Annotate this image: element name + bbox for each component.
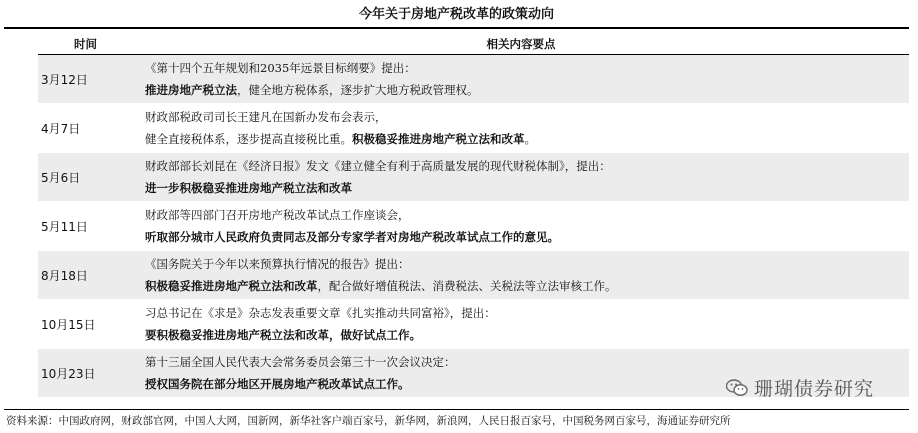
table-row xyxy=(38,55,909,104)
emphasis-text: 听取部分城市人民政府负责同志及部分专家学者对房地产税改革试点工作的意见。 xyxy=(145,230,559,244)
row-date: 10月15日 xyxy=(41,317,96,332)
header-content: 相关内容要点 xyxy=(486,37,556,51)
body-text: 第十三届全国人民代表大会常务委员会第三十一次会议决定： xyxy=(145,355,456,369)
emphasis-text: 积极稳妥推进房地产税立法和改革 xyxy=(352,132,525,146)
table-body xyxy=(38,55,909,398)
row-date: 4月7日 xyxy=(41,121,81,136)
content-line2 xyxy=(145,177,909,199)
table-title: 今年关于房地产税改革的政策动向 xyxy=(4,0,909,29)
emphasis-text: 积极稳妥推进房地产税立法和改革 xyxy=(145,279,318,293)
watermark xyxy=(726,374,874,401)
body-text: 《第十四个五年规划和2035年远景目标纲要》提出： xyxy=(145,61,416,75)
content-line2 xyxy=(145,226,909,248)
content-line2 xyxy=(145,79,909,101)
table-header xyxy=(38,35,909,55)
row-content xyxy=(145,153,909,201)
content-line2 xyxy=(145,128,909,150)
bottom-rule xyxy=(4,409,909,410)
table-row xyxy=(38,251,909,300)
row-date: 3月12日 xyxy=(41,72,88,87)
row-content xyxy=(145,104,909,152)
wechat-icon xyxy=(726,379,748,397)
body-text: 财政部部长刘昆在《经济日报》发文《建立健全有利于高质量发展的现代财税体制》，提出： xyxy=(145,159,611,173)
row-content xyxy=(145,202,909,250)
body-text: 健全直接税体系，逐步提高直接税比重。 xyxy=(145,132,352,146)
content-line1 xyxy=(145,204,909,226)
row-content xyxy=(145,300,909,348)
row-content xyxy=(145,55,909,103)
table-row xyxy=(38,300,909,349)
body-text: 。 xyxy=(524,132,536,146)
table-row xyxy=(38,104,909,153)
policy-table xyxy=(4,0,909,398)
content-line1 xyxy=(145,106,909,128)
watermark-text: 珊瑚债券研究 xyxy=(754,378,875,400)
source-note: 资料来源：中国政府网，财政部官网，中国人大网，国新网，新华社客户端百家号，新华网，新浪网，人民日报百家号，中国税务网百家号，海通证券研究所 xyxy=(6,415,731,427)
body-text: 财政部等四部门召开房地产税改革试点工作座谈会， xyxy=(145,208,410,222)
body-text: 习总书记在《求是》杂志发表重要文章《扎实推动共同富裕》，提出： xyxy=(145,306,496,320)
table-row xyxy=(38,202,909,251)
content-line1 xyxy=(145,253,909,275)
content-line1 xyxy=(145,351,909,373)
row-date: 8月18日 xyxy=(41,268,88,283)
content-line1 xyxy=(145,302,909,324)
body-text: 财政部税政司司长王建凡在国新办发布会表示， xyxy=(145,110,387,124)
content-line2 xyxy=(145,275,909,297)
body-text: ，健全地方税体系，逐步扩大地方税政管理权。 xyxy=(237,83,479,97)
body-text: 《国务院关于今年以来预算执行情况的报告》提出： xyxy=(145,257,410,271)
content-line1 xyxy=(145,57,909,79)
row-content xyxy=(145,251,909,299)
content-line1 xyxy=(145,155,909,177)
content-line2 xyxy=(145,324,909,346)
emphasis-text: 授权国务院在部分地区开展房地产税改革试点工作。 xyxy=(145,377,410,391)
emphasis-text: 推进房地产税立法 xyxy=(145,83,237,97)
row-date: 5月11日 xyxy=(41,219,88,234)
emphasis-text: 要积极稳妥推进房地产税立法和改革，做好试点工作。 xyxy=(145,328,421,342)
row-date: 10月23日 xyxy=(41,366,96,381)
header-time: 时间 xyxy=(74,37,97,51)
body-text: ，配合做好增值税法、消费税法、关税法等立法审核工作。 xyxy=(317,279,617,293)
table-row xyxy=(38,153,909,202)
emphasis-text: 进一步积极稳妥推进房地产税立法和改革 xyxy=(145,181,352,195)
row-date: 5月6日 xyxy=(41,170,81,185)
